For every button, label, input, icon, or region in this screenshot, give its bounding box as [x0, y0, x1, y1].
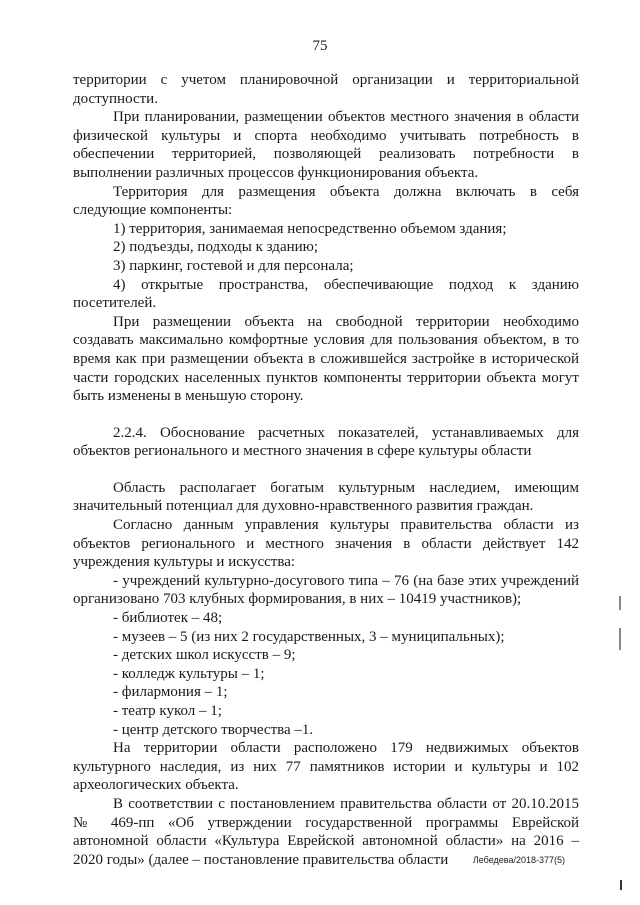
page-number: 75 — [312, 38, 328, 54]
list-item: 4) открытые пространства, обеспечивающие подход к зданию посетителей. — [73, 276, 579, 312]
paragraph: Согласно данным управления культуры правительства области из объектов регионального и местного значения в области действует 142 учреждения культуры и искусства: — [73, 517, 579, 571]
footer-code: Лебедева/2018-377(5) — [472, 855, 565, 865]
paragraph: В соответствии с постановлением правительства области от 20.10.2015 № 469-пп «Об утверждении государственной программы Еврейской автономной области «Культура Еврейской автономной области» на 2016 – 2020 годы» (далее – постановление правительства области — [73, 795, 579, 868]
paragraph: Область располагает богатым культурным наследием, имеющим значительный потенциал для духовно-нравственного развития граждан. — [73, 479, 579, 515]
list-item: - центр детского творчества –1. — [113, 721, 314, 738]
paragraph: На территории области расположено 179 недвижимых объектов культурного наследия, из них 77 памятников истории и культуры и 102 археологических объекта. — [73, 740, 579, 794]
list-item: 3) паркинг, гостевой и для персонала; — [113, 257, 354, 274]
scan-mark — [619, 628, 621, 650]
paragraph: Территория для размещения объекта должна включать в себя следующие компоненты: — [73, 183, 579, 219]
list-item: - филармония – 1; — [113, 684, 228, 701]
paragraph: При планировании, размещении объектов местного значения в области физической культуры и спорта необходимо учитывать потребность в обеспечении территорией, позволяющей реализовать потребности в выполнении различных процессов функционирования объекта. — [73, 109, 579, 181]
list-item: - учреждений культурно-досугового типа – 76 (на базе этих учреждений организовано 703 клубных формирования, в них – 10419 участников); — [73, 572, 579, 608]
scan-mark — [620, 880, 622, 890]
section-heading: 2.2.4. Обоснование расчетных показателей, устанавливаемых для объектов регионального и местного значения в сфере культуры области — [73, 424, 579, 460]
list-item: - театр кукол – 1; — [113, 703, 222, 719]
list-item: - музеев – 5 (из них 2 государственных, 3 – муниципальных); — [113, 628, 505, 645]
scan-mark — [619, 596, 621, 610]
list-item: - детских школ искусств – 9; — [113, 647, 296, 664]
list-item: - колледж культуры – 1; — [113, 665, 265, 682]
paragraph: территории с учетом планировочной организации и территориальной доступности. — [73, 72, 579, 107]
list-item: 1) территория, занимаемая непосредственно объемом здания; — [113, 220, 507, 237]
list-item: 2) подъезды, подходы к зданию; — [113, 239, 319, 256]
list-item: - библиотек – 48; — [113, 610, 223, 627]
document-body — [73, 71, 579, 869]
paragraph: При размещении объекта на свободной территории необходимо создавать максимально комфортные условия для пользования объектом, в то время как при размещении объекта в сложившейся застройке в исторической части городских населенных пунктов компоненты территории объекта могут быть изменены в меньшую сторону. — [73, 313, 579, 405]
